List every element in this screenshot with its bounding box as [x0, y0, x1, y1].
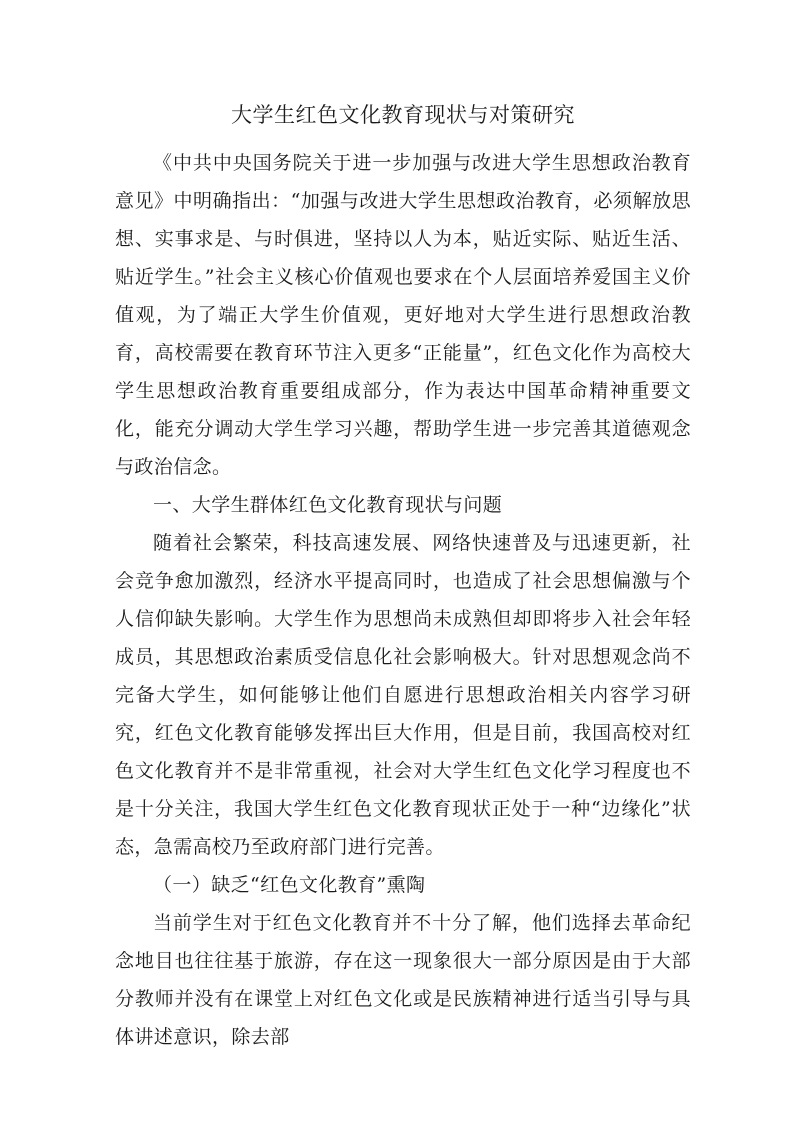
section-1-paragraph: 随着社会繁荣，科技高速发展、网络快速普及与迅速更新，社会竞争愈加激烈，经济水平提高同时，也造成了社会思想偏激与个人信仰缺失影响。大学生作为思想尚未成熟但却即将步入社会年轻成员，其思想政治素质受信息化社会影响极大。针对思想观念尚不完备大学生，如何能够让他们自愿进行思想政治相关内容学习研究，红色文化教育能够发挥出巨大作用，但是目前，我国高校对红色文化教育并不是非常重视，社会对大学生红色文化学习程度也不是十分关注，我国大学生红色文化教育现状正处于一种“边缘化”状态，急需高校乃至政府部门进行完善。: [115, 532, 691, 858]
subsection-heading-1: （一）缺乏“红色文化教育”熏陶: [153, 874, 426, 896]
intro-paragraph: 《中共中央国务院关于进一步加强与改进大学生思想政治教育意见》中明确指出：“加强与改进大学生思想政治教育，必须解放思想、实事求是、与时俱进，坚持以人为本，贴近实际、贴近生活、贴近学生。”社会主义核心价值观也要求在个人层面培养爱国主义价值观，为了端正大学生价值观，更好地对大学生进行思想政治教育，高校需要在教育环节注入更多“正能量”，红色文化作为高校大学生思想政治教育重要组成部分，作为表达中国革命精神重要文化，能充分调动大学生学习兴趣，帮助学生进一步完善其道德观念与政治信念。: [115, 152, 691, 478]
section-heading-1: 一、大学生群体红色文化教育现状与问题: [153, 494, 503, 516]
document-title: 大学生红色文化教育现状与对策研究: [231, 103, 575, 127]
subsection-1-paragraph: 当前学生对于红色文化教育并不十分了解，他们选择去革命纪念地目也往往基于旅游，存在这一现象很大一部分原因是由于大部分教师并没有在课堂上对红色文化或是民族精神进行适当引导与具体讲述意识，除去部: [115, 912, 691, 1048]
document-page: [115, 100, 691, 1056]
